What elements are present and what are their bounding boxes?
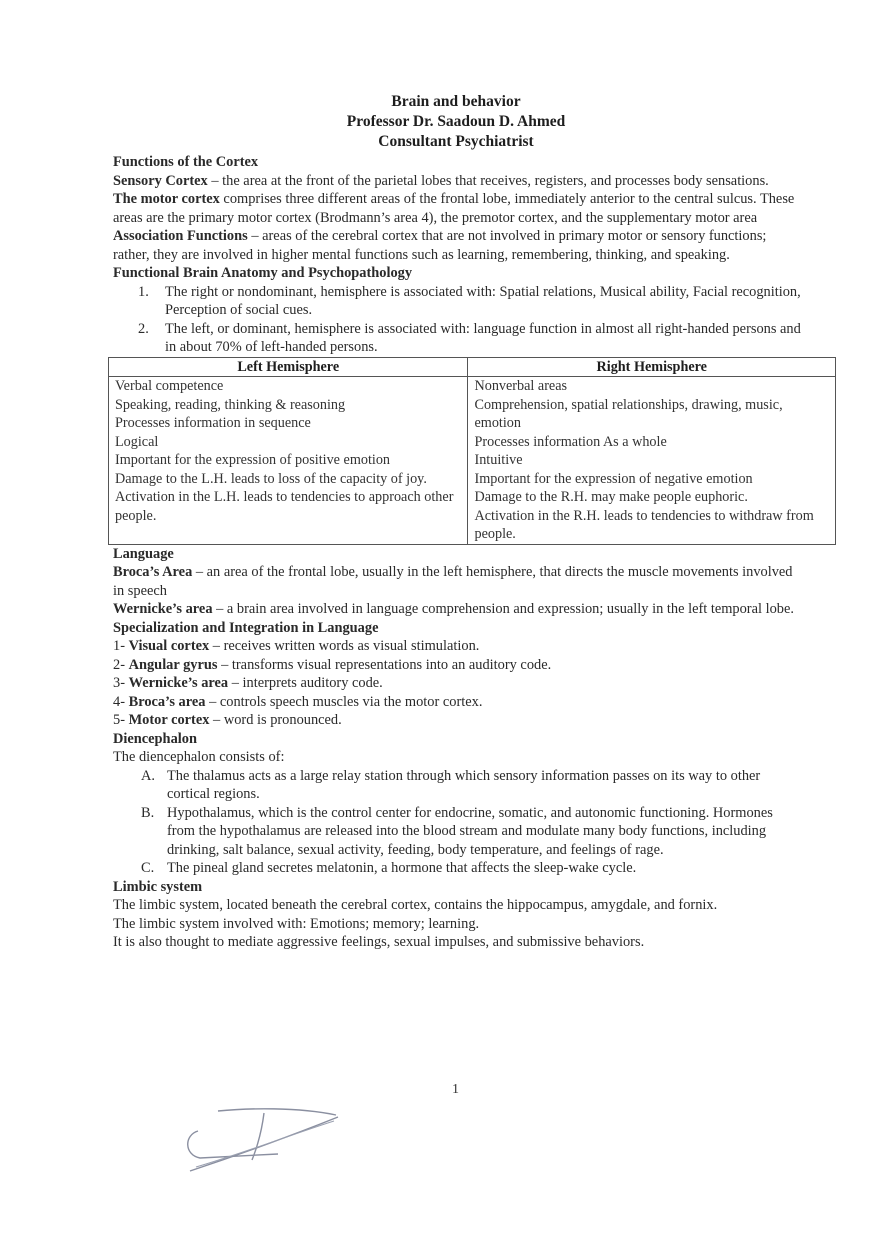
motor-cortex-paragraph bbox=[113, 190, 803, 227]
table-line: Important for the expression of positive emotion bbox=[115, 452, 391, 468]
author-name: Professor Dr. Saadoun D. Ahmed bbox=[346, 113, 566, 130]
list-item-term: Angular gyrus bbox=[128, 656, 218, 673]
list-item-number: 1- bbox=[113, 638, 129, 654]
list-item-number: 4- bbox=[113, 693, 129, 710]
table-line: Speaking, reading, thinking & reasoning bbox=[115, 396, 346, 413]
wernicke-term: Wernicke’s area bbox=[113, 601, 213, 617]
table-line: Verbal competence bbox=[115, 378, 224, 394]
table-line: Activation in the L.H. leads to tendencies to approach other people. bbox=[115, 489, 454, 524]
list-item bbox=[113, 637, 803, 656]
list-item bbox=[113, 283, 803, 320]
list-item-number: C. bbox=[141, 860, 155, 876]
list-item-term: Broca’s area bbox=[128, 693, 206, 710]
list-item bbox=[113, 674, 803, 693]
list-item bbox=[113, 711, 803, 730]
sensory-cortex-paragraph bbox=[113, 172, 803, 191]
signature bbox=[178, 1105, 343, 1175]
list-item-text: – interprets auditory code. bbox=[228, 675, 383, 691]
motor-cortex-text: comprises three different areas of the frontal lobe, immediately anterior to the central sulcus. These areas are the primary motor cortex (Brodmann’s area 4), the premotor cortex, and the supplementary motor area bbox=[113, 191, 795, 226]
list-item-text: The pineal gland secretes melatonin, a hormone that affects the sleep-wake cycle. bbox=[167, 860, 637, 876]
list-item-text: – transforms visual representations into an auditory code. bbox=[217, 656, 552, 673]
table-line: Activation in the R.H. leads to tendencies to withdraw from people. bbox=[474, 507, 814, 542]
table-line: Comprehension, spatial relationships, drawing, music, emotion bbox=[474, 396, 783, 431]
list-item-number: 2- bbox=[113, 656, 129, 673]
table-line: Damage to the R.H. may make people euphoric. bbox=[474, 489, 748, 505]
list-item bbox=[113, 656, 803, 675]
list-item bbox=[113, 767, 803, 804]
left-hemisphere-header: Left Hemisphere bbox=[109, 357, 468, 377]
sensory-cortex-term: Sensory Cortex bbox=[113, 172, 208, 189]
list-item bbox=[113, 859, 803, 878]
functional-list bbox=[113, 283, 803, 357]
document-title: Brain and behavior bbox=[391, 93, 521, 110]
table-line: Important for the expression of negative emotion bbox=[474, 470, 753, 487]
list-item bbox=[113, 804, 803, 860]
diencephalon-heading: Diencephalon bbox=[113, 730, 197, 747]
table-row bbox=[109, 377, 836, 545]
limbic-line: The limbic system involved with: Emotions; memory; learning. bbox=[113, 915, 480, 932]
association-term: Association Functions bbox=[113, 228, 248, 244]
wernicke-text: – a brain area involved in language comprehension and expression; usually in the left temporal lobe. bbox=[212, 601, 794, 617]
table-header-row bbox=[109, 357, 836, 377]
list-item bbox=[113, 320, 803, 357]
list-item-text: The left, or dominant, hemisphere is associated with: language function in almost all right-handed persons and in about 70% of left-handed persons. bbox=[165, 320, 801, 355]
broca-text: – an area of the frontal lobe, usually in the left hemisphere, that directs the muscle movements involved in speech bbox=[113, 564, 793, 599]
list-item-number: B. bbox=[141, 804, 155, 821]
table-line: Processes information As a whole bbox=[474, 433, 667, 450]
wernicke-paragraph bbox=[113, 600, 803, 619]
hemisphere-table bbox=[108, 357, 836, 545]
table-line: Processes information in sequence bbox=[115, 415, 311, 431]
list-item-text: – word is pronounced. bbox=[209, 712, 342, 728]
list-item-text: – controls speech muscles via the motor cortex. bbox=[205, 693, 483, 710]
language-heading: Language bbox=[113, 545, 174, 562]
list-item-text: The right or nondominant, hemisphere is associated with: Spatial relations, Musical ability, Facial recognition, Perception of social cues. bbox=[165, 283, 801, 318]
integration-heading: Specialization and Integration in Language bbox=[113, 619, 379, 636]
left-hemisphere-cell bbox=[109, 377, 468, 545]
author-role: Consultant Psychiatrist bbox=[378, 133, 534, 150]
broca-term: Broca’s Area bbox=[113, 564, 193, 580]
broca-paragraph bbox=[113, 563, 803, 600]
list-item-number: 1. bbox=[138, 283, 149, 300]
page-number: 1 bbox=[452, 1082, 459, 1097]
functional-heading: Functional Brain Anatomy and Psychopathology bbox=[113, 265, 413, 281]
association-text: – areas of the cerebral cortex that are not involved in primary motor or sensory functions; rather, they are involved in higher mental functions such as learning, remembering, thinking, and speaking. bbox=[113, 228, 767, 263]
diencephalon-intro: The diencephalon consists of: bbox=[113, 749, 285, 765]
limbic-heading: Limbic system bbox=[113, 878, 203, 895]
limbic-line: The limbic system, located beneath the cerebral cortex, contains the hippocampus, amygdale, and fornix. bbox=[113, 897, 718, 913]
sensory-cortex-text: – the area at the front of the parietal lobes that receives, registers, and processes body sensations. bbox=[207, 172, 769, 189]
cortex-heading: Functions of the Cortex bbox=[113, 154, 259, 170]
list-item bbox=[113, 693, 803, 712]
list-item-text: Hypothalamus, which is the control center for endocrine, somatic, and autonomic functioning. Hormones from the hypothalamus are released into the blood stream and modulate many body functions, including drinking, salt balance, sexual activity, feeding, body temperature, and feelings of rage. bbox=[167, 804, 773, 858]
diencephalon-list bbox=[113, 767, 803, 878]
right-hemisphere-header: Right Hemisphere bbox=[468, 357, 836, 377]
table-line: Nonverbal areas bbox=[474, 378, 568, 394]
list-item-number: 2. bbox=[138, 320, 149, 337]
table-line: Damage to the L.H. leads to loss of the capacity of joy. bbox=[115, 470, 427, 487]
list-item-number: 3- bbox=[113, 675, 129, 691]
association-paragraph bbox=[113, 227, 803, 264]
list-item-term: Visual cortex bbox=[128, 638, 210, 654]
list-item-text: The thalamus acts as a large relay station through which sensory information passes on its way to other cortical regions. bbox=[167, 767, 761, 802]
table-line: Logical bbox=[115, 433, 159, 450]
limbic-line: It is also thought to mediate aggressive feelings, sexual impulses, and submissive behaviors. bbox=[113, 934, 645, 950]
document-header bbox=[0, 92, 883, 152]
motor-cortex-term: The motor cortex bbox=[113, 191, 220, 207]
list-item-term: Wernicke’s area bbox=[128, 675, 229, 691]
list-item-text: – receives written words as visual stimulation. bbox=[209, 638, 480, 654]
list-item-number: 5- bbox=[113, 712, 129, 728]
document-body bbox=[113, 153, 814, 952]
list-item-term: Motor cortex bbox=[128, 712, 210, 728]
right-hemisphere-cell bbox=[468, 377, 836, 545]
list-item-number: A. bbox=[141, 767, 155, 784]
table-line: Intuitive bbox=[474, 452, 523, 468]
